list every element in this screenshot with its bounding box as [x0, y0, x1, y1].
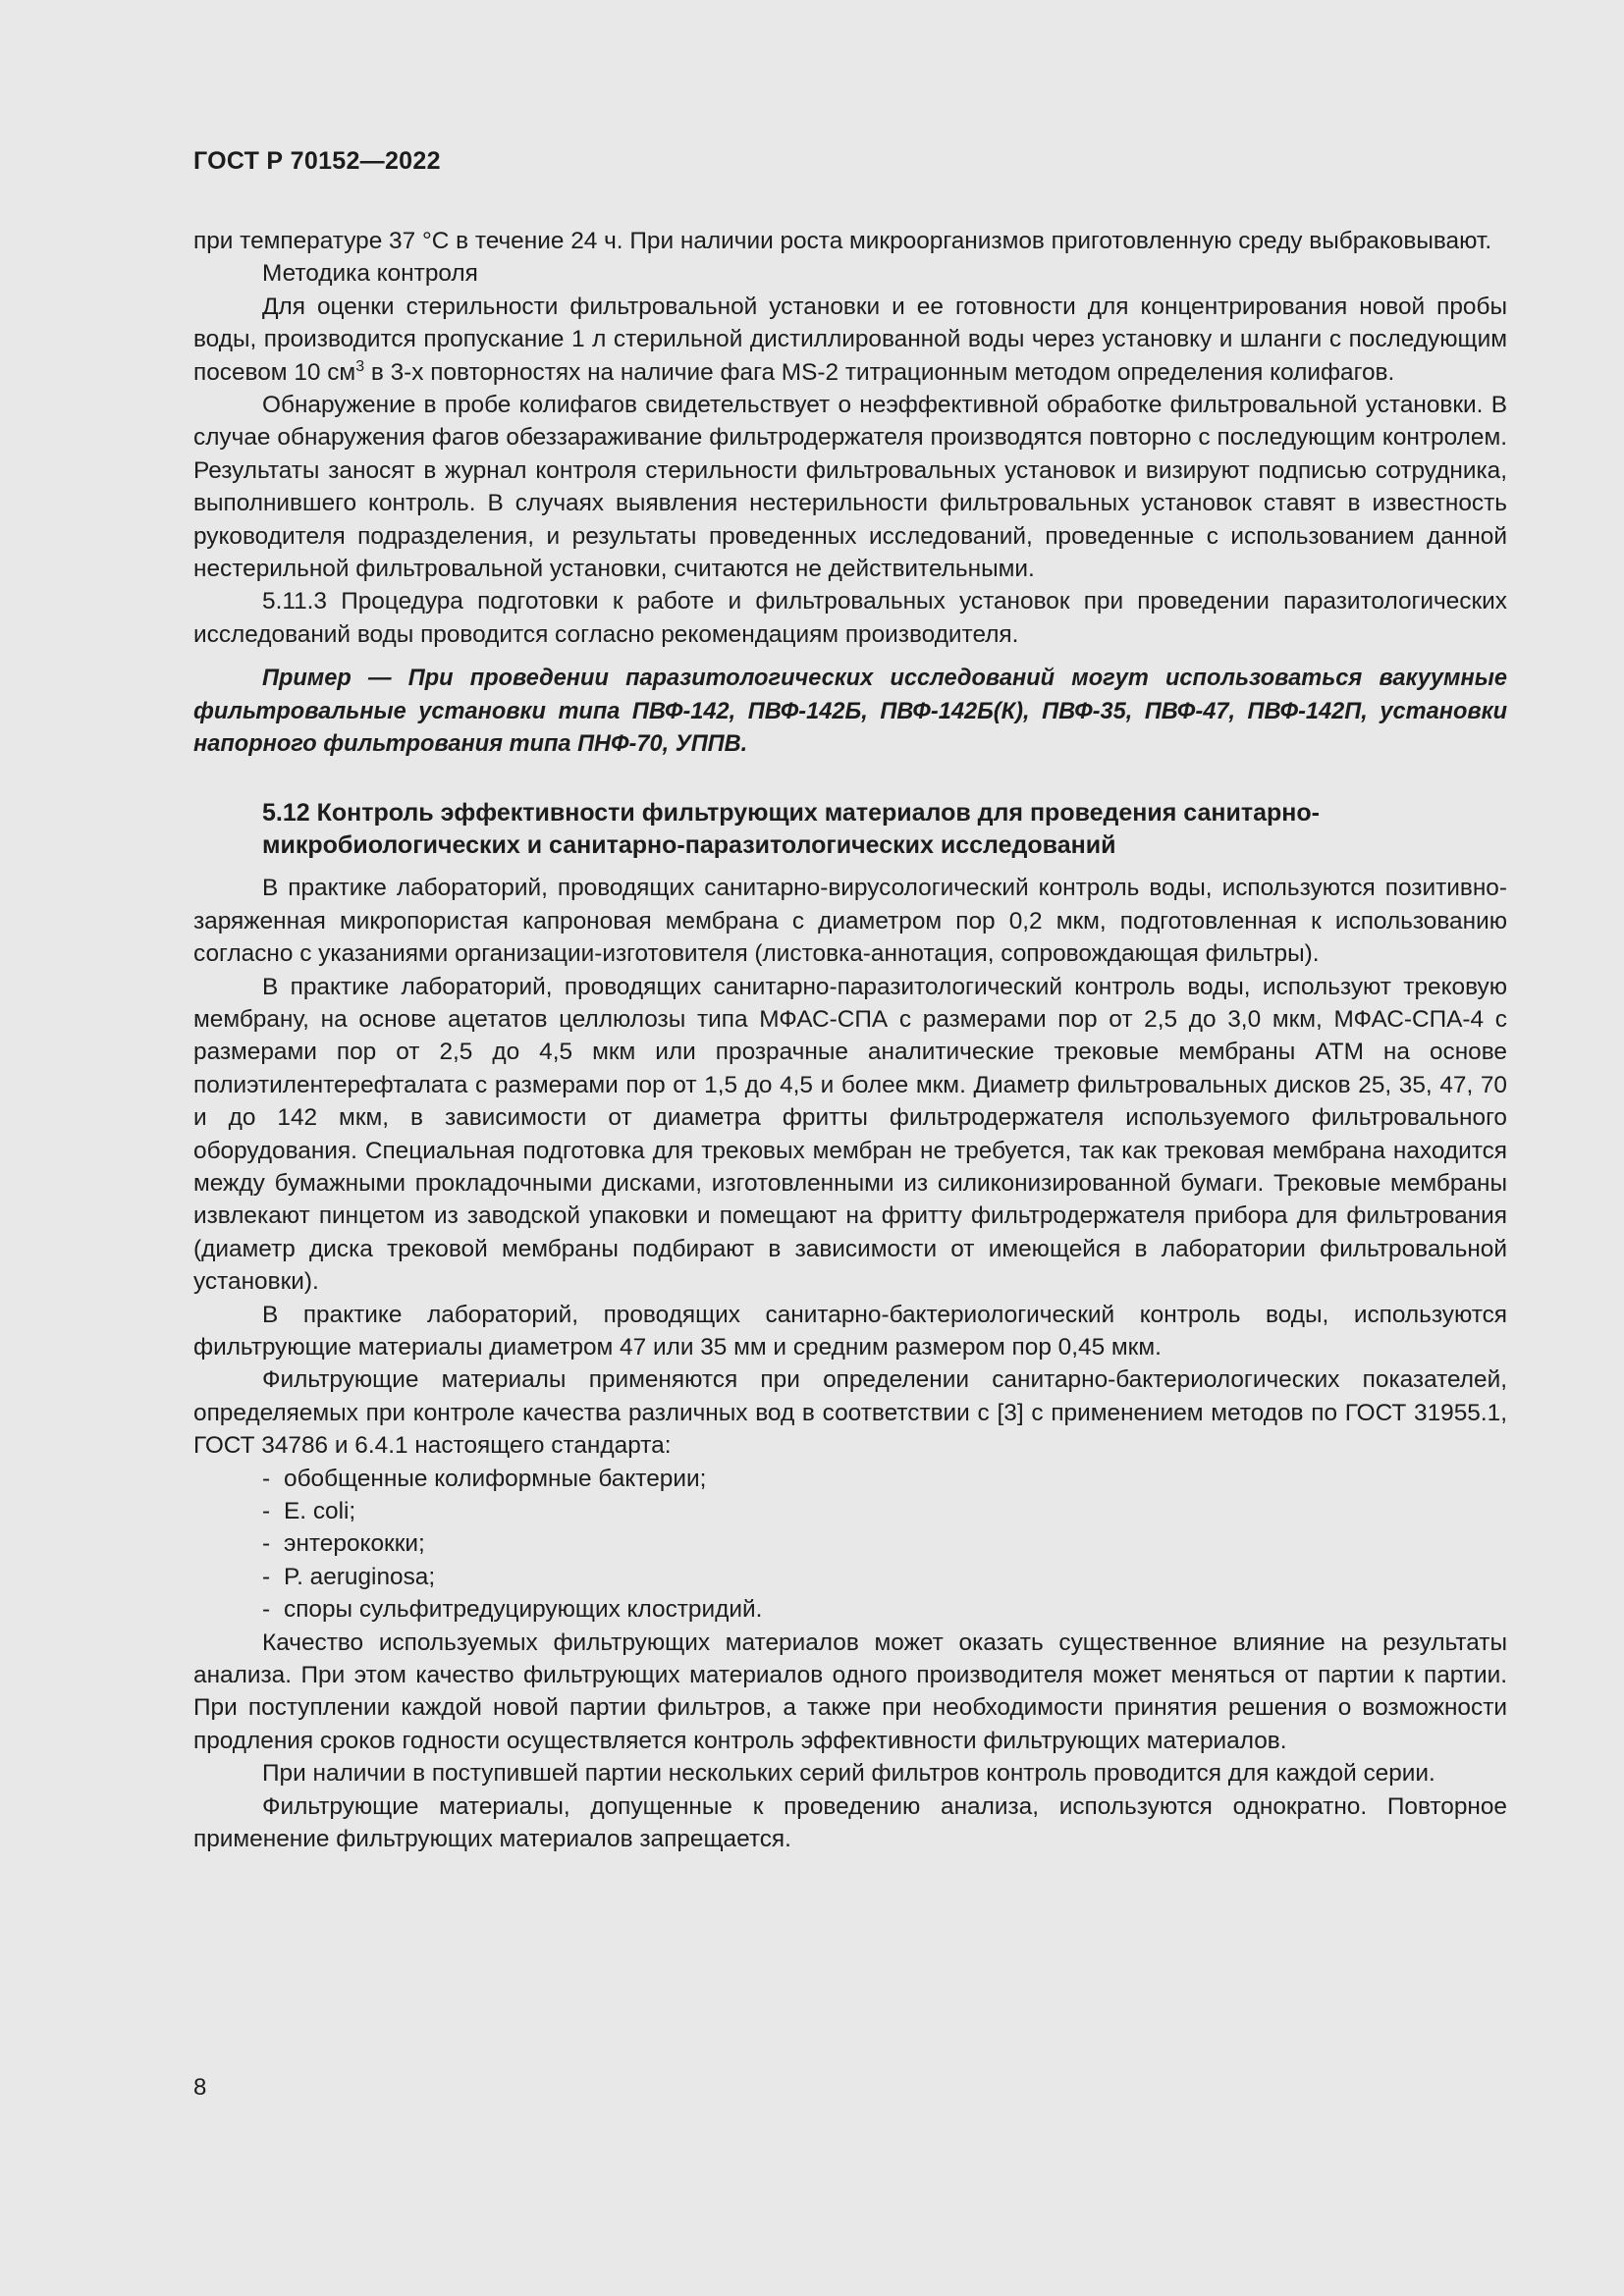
list-item [262, 1561, 1507, 1593]
list-dash: - [262, 1530, 271, 1558]
paragraph-3-text-b: в 3-х повторностях на наличие фага MS-2 титрационным методом определения колифагов. [364, 358, 1395, 386]
superscript-3: 3 [355, 357, 365, 375]
list-item-text: энтерококки; [284, 1530, 425, 1558]
paragraph-6: В практике лабораторий, проводящих санитарно-вирусологический контроль воды, используются позитивно-заряженная микропористая капроновая мембрана с диаметром пор 0,2 мкм, подготовленная к использованию согласно с указаниями организации-изготовителя (листовка-аннотация, сопровождающая фильтры). [193, 875, 1507, 968]
paragraph-method-title: Методика контроля [262, 260, 478, 288]
list-item-text: споры сульфитредуцирующих клостридий. [284, 1596, 763, 1624]
list-dash: - [262, 1596, 271, 1624]
page-number: 8 [193, 2074, 207, 2101]
paragraph-3 [193, 291, 1507, 389]
list-item [262, 1527, 1507, 1560]
list-item-text: P. aeruginosa; [284, 1563, 436, 1590]
example-note: Пример — При проведении паразитологических исследований могут использоваться вакуумные фильтровальные установки типа ПВФ-142, ПВФ-142Б, ПВФ-142Б(К), ПВФ-35, ПВФ-47, ПВФ-142П, установки напорного фильтрования типа ПНФ-70, УППВ. [193, 666, 1507, 758]
list-dash: - [262, 1498, 271, 1525]
paragraph-3-text-a: Для оценки стерильности фильтровальной установки и ее готовности для концентрирования новой пробы воды, производится пропускание 1 л стерильной дистиллированной воды через установку и шланги с последующим посевом 10 см [193, 293, 1507, 386]
paragraph-8: В практике лабораторий, проводящих санитарно-бактериологический контроль воды, используются фильтрующие материалы диаметром 47 или 35 мм и средним размером пор 0,45 мкм. [193, 1301, 1507, 1361]
paragraph-9: Фильтрующие материалы применяются при определении санитарно-бактериологических показателей, определяемых при контроле качества различных вод в соответствии с [3] с применением методов по ГОСТ 31955.1, ГОСТ 34786 и 6.4.1 настоящего стандарта: [193, 1366, 1507, 1460]
list-item [262, 1495, 1507, 1527]
section-heading-5-12: 5.12 Контроль эффективности фильтрующих материалов для проведения санитарно-микробиологических и санитарно-паразитологических исследований [262, 798, 1321, 859]
list-item [262, 1593, 1507, 1626]
standard-header: ГОСТ Р 70152—2022 [193, 147, 441, 175]
paragraph-5-11-3: 5.11.3 Процедура подготовки к работе и фильтровальных установок при проведении паразитологических исследований воды проводится согласно рекомендациям производителя. [193, 588, 1507, 648]
paragraph-4: Обнаружение в пробе колифагов свидетельствует о неэффективной обработке фильтровальной установки. В случае обнаружения фагов обеззараживание фильтродержателя производятся повторно с последующим контролем. Результаты заносят в журнал контроля стерильности фильтровальных установок и визируют подписью сотрудника, выполнившего контроль. В случаях выявления нестерильности фильтровальных установок ставят в известность руководителя подразделения, и результаты проведенных исследований, проведенные с использованием данной нестерильной фильтровальной установки, считаются не действительными. [193, 392, 1507, 583]
paragraph-12: Фильтрующие материалы, допущенные к проведению анализа, используются однократно. Повторное применение фильтрующих материалов запрещается. [193, 1792, 1507, 1853]
document-body [193, 225, 1507, 1856]
paragraph-7: В практике лабораторий, проводящих санитарно-паразитологический контроль воды, используют трековую мембрану, на основе ацетатов целлюлозы типа МФАС-СПА с размерами пор от 2,5 до 3,0 мкм, МФАС-СПА-4 с размерами пор от 2,5 до 4,5 мкм или прозрачные аналитические трековые мембраны АТМ на основе полиэтилентерефталата с размерами пор от 1,5 до 4,5 и более мкм. Диаметр фильтровальных дисков 25, 35, 47, 70 и до 142 мкм, в зависимости от диаметра фритты фильтродержателя используемого фильтровального оборудования. Специальная подготовка для трековых мембран не требуется, так как трековая мембрана находится между бумажными прокладочными дисками, изготовленными из силиконизированной бумаги. Трековые мембраны извлекают пинцетом из заводской упаковки и помещают на фритту фильтродержателя прибора для фильтрования (диаметр диска трековой мембраны подбирают в зависимости от имеющейся в лаборатории фильтровальной установки). [193, 973, 1507, 1296]
list-item [262, 1463, 1507, 1495]
list-item-text: обобщенные колиформные бактерии; [284, 1465, 707, 1492]
indicator-list [193, 1463, 1507, 1627]
list-dash: - [262, 1465, 271, 1492]
paragraph-10: Качество используемых фильтрующих материалов может оказать существенное влияние на результаты анализа. При этом качество фильтрующих материалов одного производителя может меняться от партии к партии. При поступлении каждой новой партии фильтров, а также при необходимости принятия решения о возможности продления сроков годности осуществляется контроль эффективности фильтрующих материалов. [193, 1629, 1507, 1754]
paragraph-11: При наличии в поступившей партии нескольких серий фильтров контроль проводится для каждой серии. [262, 1760, 1435, 1788]
list-dash: - [262, 1563, 271, 1590]
list-item-text: E. coli; [284, 1498, 356, 1525]
paragraph-1: при температуре 37 °С в течение 24 ч. При наличии роста микроорганизмов приготовленную среду выбраковывают. [193, 228, 1492, 254]
